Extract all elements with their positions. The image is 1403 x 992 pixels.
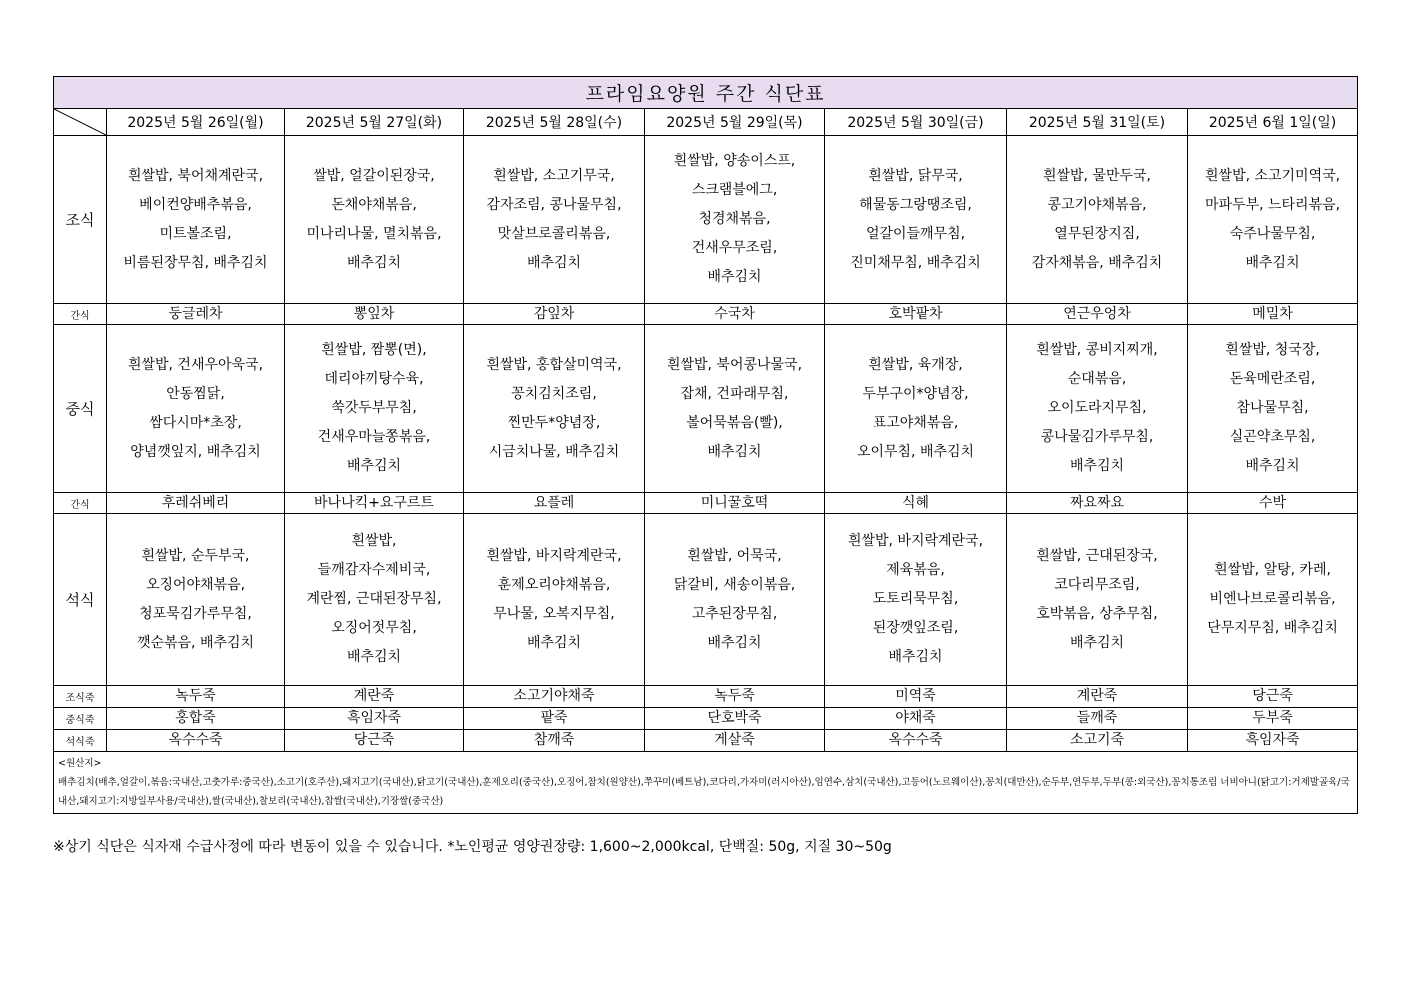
- date-header: 2025년 6월 1일(일): [1188, 109, 1358, 136]
- porridge-cell: 야채죽: [825, 708, 1007, 730]
- porridge-cell: 계란죽: [1007, 686, 1188, 708]
- snack-cell: 감잎차: [464, 304, 645, 325]
- porridge-cell: 당근죽: [285, 730, 464, 752]
- breakfast-cell: 흰쌀밥, 소고기미역국, 마파두부, 느타리볶음, 숙주나물무침, 배추김치: [1188, 136, 1358, 304]
- snack-cell: 연근우엉차: [1007, 304, 1188, 325]
- lunch-cell: 흰쌀밥, 육개장, 두부구이*양념장, 표고야채볶음, 오이무침, 배추김치: [825, 325, 1007, 493]
- porridge-cell: 소고기야채죽: [464, 686, 645, 708]
- date-header-row: [54, 109, 1358, 136]
- porridge-cell: 옥수수죽: [825, 730, 1007, 752]
- porridge-cell: 단호박죽: [645, 708, 825, 730]
- dinner-cell: 흰쌀밥, 알탕, 카레, 비엔나브로콜리볶음, 단무지무침, 배추김치: [1188, 514, 1358, 686]
- porridge-cell: 홍합죽: [107, 708, 285, 730]
- lunch-cell: 흰쌀밥, 북어콩나물국, 잡채, 건파래무침, 볼어묵볶음(빨), 배추김치: [645, 325, 825, 493]
- porridge-cell: 두부죽: [1188, 708, 1358, 730]
- footnote: ※상기 식단은 식자재 수급사정에 따라 변동이 있을 수 있습니다. *노인평균 영양권장량: 1,600~2,000kcal, 단백질: 50g, 지질 30~50g: [53, 839, 892, 855]
- origin-row: [54, 752, 1358, 814]
- breakfast-cell: 흰쌀밥, 양송이스프, 스크램블에그, 청경채볶음, 건새우무조림, 배추김치: [645, 136, 825, 304]
- porridge-cell: 옥수수죽: [107, 730, 285, 752]
- porridge-lunch-row: [54, 708, 1358, 730]
- snack-cell: 뽕잎차: [285, 304, 464, 325]
- lunch-row: [54, 325, 1358, 493]
- date-header: 2025년 5월 30일(금): [825, 109, 1007, 136]
- date-header: 2025년 5월 28일(수): [464, 109, 645, 136]
- origin-text: 배추김치(배추,얼갈이,볶음:국내산,고춧가루:중국산),소고기(호주산),돼지고기(국내산),닭고기(국내산),훈제오리(중국산),오징어,참치(원양산),쭈꾸미(베트남),코다리,가자미(러시아산),임연수,삼치(국내산),고등어(노르웨이산),꽁치(대만산),순두부,연두부,두부(콩:외국산),꽁치통조림 너비아니(닭고기:거제발골육/국내산,돼지고기:지방일부사용/국내산),쌀(국내산),찰보리(국내산),찹쌀(국내산),기장쌀(중국산): [58, 777, 1350, 807]
- lunch-cell: 흰쌀밥, 건새우아욱국, 안동찜닭, 쌈다시마*초장, 양념깻잎지, 배추김치: [107, 325, 285, 493]
- snack-cell: 미니꿀호떡: [645, 493, 825, 514]
- snack-cell: 짜요짜요: [1007, 493, 1188, 514]
- snack2-row: [54, 493, 1358, 514]
- snack-cell: 바나나킥+요구르트: [285, 493, 464, 514]
- lunch-cell: 흰쌀밥, 짬뽕(면), 데리야끼탕수육, 쑥갓두부무침, 건새우마늘쫑볶음, 배추김치: [285, 325, 464, 493]
- porridge-cell: 들깨죽: [1007, 708, 1188, 730]
- porridge-cell: 녹두죽: [645, 686, 825, 708]
- breakfast-cell: 흰쌀밥, 북어채계란국, 베이컨양배추볶음, 미트볼조림, 비름된장무침, 배추김치: [107, 136, 285, 304]
- snack-cell: 호박팥차: [825, 304, 1007, 325]
- porridge-cell: 참깨죽: [464, 730, 645, 752]
- porridge-breakfast-label: 조식죽: [54, 686, 107, 708]
- dinner-cell: 흰쌀밥, 들깨감자수제비국, 계란찜, 근대된장무침, 오징어젓무침, 배추김치: [285, 514, 464, 686]
- porridge-cell: 소고기죽: [1007, 730, 1188, 752]
- porridge-cell: 계란죽: [285, 686, 464, 708]
- porridge-cell: 흑임자죽: [285, 708, 464, 730]
- porridge-cell: 녹두죽: [107, 686, 285, 708]
- dinner-row: [54, 514, 1358, 686]
- breakfast-cell: 흰쌀밥, 소고기무국, 감자조림, 콩나물무침, 맛살브로콜리볶음, 배추김치: [464, 136, 645, 304]
- lunch-cell: 흰쌀밥, 청국장, 돈육메란조림, 참나물무침, 실곤약초무침, 배추김치: [1188, 325, 1358, 493]
- breakfast-cell: 흰쌀밥, 물만두국, 콩고기야채볶음, 열무된장지짐, 감자채볶음, 배추김치: [1007, 136, 1188, 304]
- breakfast-label: 조식: [54, 136, 107, 304]
- snack-cell: 메밀차: [1188, 304, 1358, 325]
- weekly-menu-table: [53, 76, 1358, 814]
- dinner-cell: 흰쌀밥, 순두부국, 오징어야채볶음, 청포묵김가루무침, 깻순볶음, 배추김치: [107, 514, 285, 686]
- snack-cell: 식혜: [825, 493, 1007, 514]
- snack-cell: 후레쉬베리: [107, 493, 285, 514]
- snack-cell: 요플레: [464, 493, 645, 514]
- date-header: 2025년 5월 26일(월): [107, 109, 285, 136]
- origin-heading: <원산지>: [58, 758, 102, 769]
- breakfast-cell: 흰쌀밥, 닭무국, 해물동그랑땡조림, 얼갈이들깨무침, 진미채무침, 배추김치: [825, 136, 1007, 304]
- dinner-cell: 흰쌀밥, 어묵국, 닭갈비, 새송이볶음, 고추된장무침, 배추김치: [645, 514, 825, 686]
- corner-cell: [54, 109, 107, 136]
- date-header: 2025년 5월 29일(목): [645, 109, 825, 136]
- porridge-breakfast-row: [54, 686, 1358, 708]
- lunch-label: 중식: [54, 325, 107, 493]
- snack-cell: 수국차: [645, 304, 825, 325]
- diagonal-line: [54, 109, 106, 135]
- date-header: 2025년 5월 27일(화): [285, 109, 464, 136]
- dinner-label: 석식: [54, 514, 107, 686]
- menu-title: 프라임요양원 주간 식단표: [54, 77, 1358, 109]
- porridge-cell: 팥죽: [464, 708, 645, 730]
- porridge-cell: 흑임자죽: [1188, 730, 1358, 752]
- dinner-cell: 흰쌀밥, 바지락계란국, 훈제오리야채볶음, 무나물, 오복지무침, 배추김치: [464, 514, 645, 686]
- porridge-cell: 당근죽: [1188, 686, 1358, 708]
- lunch-cell: 흰쌀밥, 홍합살미역국, 꽁치김치조림, 찐만두*양념장, 시금치나물, 배추김치: [464, 325, 645, 493]
- snack-cell: 둥글레차: [107, 304, 285, 325]
- snack1-row: [54, 304, 1358, 325]
- snack1-label: 간식: [54, 304, 107, 325]
- breakfast-cell: 쌀밥, 얼갈이된장국, 돈채야채볶음, 미나리나물, 멸치볶음, 배추김치: [285, 136, 464, 304]
- porridge-cell: 미역죽: [825, 686, 1007, 708]
- porridge-cell: 게살죽: [645, 730, 825, 752]
- breakfast-row: [54, 136, 1358, 304]
- date-header: 2025년 5월 31일(토): [1007, 109, 1188, 136]
- menu-page: [53, 76, 1357, 814]
- porridge-dinner-label: 석식죽: [54, 730, 107, 752]
- snack-cell: 수박: [1188, 493, 1358, 514]
- dinner-cell: 흰쌀밥, 근대된장국, 코다리무조림, 호박볶음, 상추무침, 배추김치: [1007, 514, 1188, 686]
- origin-cell: [54, 752, 1358, 814]
- dinner-cell: 흰쌀밥, 바지락계란국, 제육볶음, 도토리묵무침, 된장깻잎조림, 배추김치: [825, 514, 1007, 686]
- snack2-label: 간식: [54, 493, 107, 514]
- lunch-cell: 흰쌀밥, 콩비지찌개, 순대볶음, 오이도라지무침, 콩나물김가루무침, 배추김치: [1007, 325, 1188, 493]
- porridge-lunch-label: 중식죽: [54, 708, 107, 730]
- porridge-dinner-row: [54, 730, 1358, 752]
